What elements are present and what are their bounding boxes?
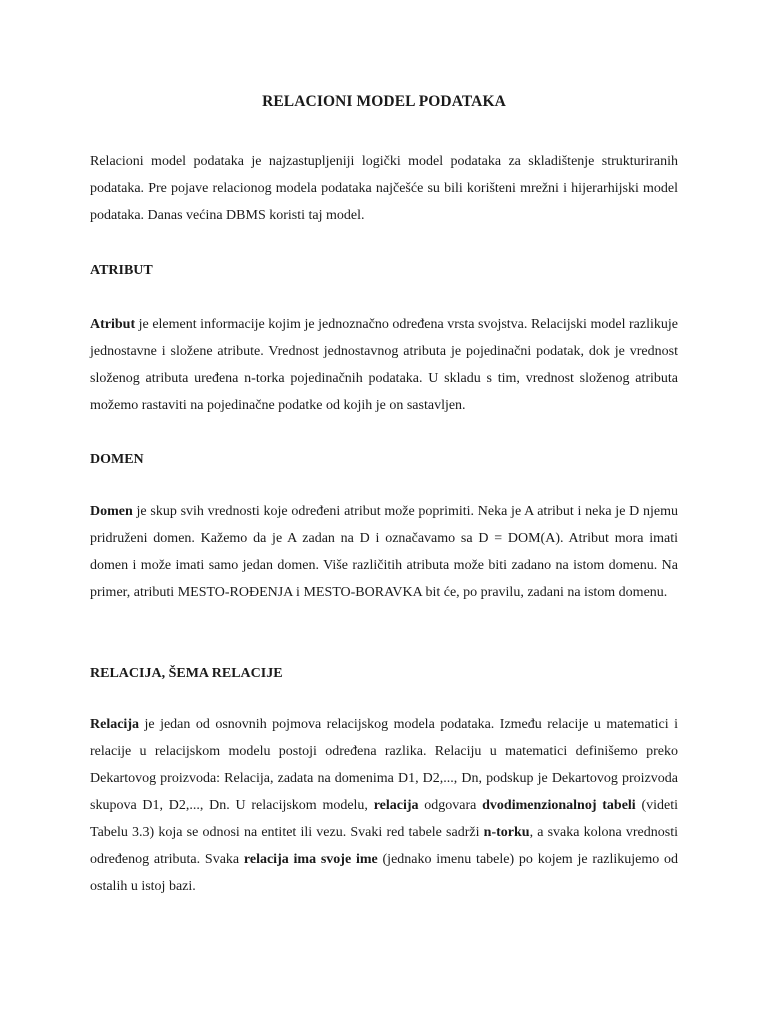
atribut-text: je element informacije kojim je jednoznačno određena vrsta svojstva. Relacijski model razlikuje jednostavne i složene atribute. Vrednost jednostavnog atributa je pojedinačni podatak, dok je vrednost složenog atributa uređena n-torka pojedinačnih podataka. U skladu s tim, vrednost složenog atributa možemo rastaviti na pojedinačne podatke od kojih je on sastavljen.	[90, 317, 678, 413]
relacija-bold-1: relacija	[373, 798, 419, 813]
domen-text: je skup svih vrednosti koje određeni atribut može poprimiti. Neka je A atribut i neka je D njemu pridruženi domen. Kažemo da je A zadan na D i označavamo sa D = DOM(A). Atribut mora imati domen i može imati samo jedan domen. Više različitih atributa može biti zadano na istom domenu. Na primer, atributi MESTO-ROĐENJA i MESTO-BORAVKA bit će, po pravilu, zadani na istom domenu.	[90, 504, 678, 600]
relacija-text-2: odgovara	[418, 798, 483, 813]
relacija-text-5: (jednako imenu tabele) po kojem je razlikujemo od ostalih u istoj bazi.	[90, 852, 678, 894]
heading-atribut: ATRIBUT	[90, 263, 153, 278]
relacija-text-1: je jedan od osnovnih pojmova relacijskog modela podataka. Između relacije u matematici i relacije u relacijskom modelu postoji određena razlika. Relaciju u matematici definišemo preko Dekartovog proizvoda: Relacija, zadata na domenima D1, D2,..., Dn, podskup je Dekartovog proizvoda skupova D1, D2,..., Dn. U relacijskom modelu,	[90, 717, 678, 813]
heading-domen: DOMEN	[90, 452, 144, 467]
relacija-text-3: (videti Tabelu 3.3) koja se odnosi na entitet ili vezu. Svaki red tabele sadrži	[90, 798, 679, 840]
document-title: RELACIONI MODEL PODATAKA	[262, 93, 506, 110]
relacija-term: Relacija	[90, 717, 139, 732]
domen-paragraph	[90, 498, 678, 606]
relacija-paragraph	[90, 711, 678, 900]
domen-term: Domen	[90, 504, 133, 519]
relacija-bold-2: dvodimenzionalnoj tabeli	[482, 798, 636, 813]
relacija-text-4: , a svaka kolona vrednosti određenog atributa. Svaka	[90, 825, 678, 867]
relacija-bold-4: relacija ima svoje ime	[243, 852, 378, 867]
relacija-bold-3: n-torku	[483, 825, 530, 840]
atribut-paragraph	[90, 311, 678, 419]
atribut-term: Atribut	[90, 317, 136, 332]
intro-paragraph: Relacioni model podataka je najzastupljeniji logički model podataka za skladištenje strukturiranih podataka. Pre pojave relacionog modela podataka najčešće su bili korišteni mrežni i hijerarhijski model podataka. Danas većina DBMS koristi taj model.	[90, 154, 678, 223]
heading-relacija: RELACIJA, ŠEMA RELACIJE	[90, 666, 283, 681]
